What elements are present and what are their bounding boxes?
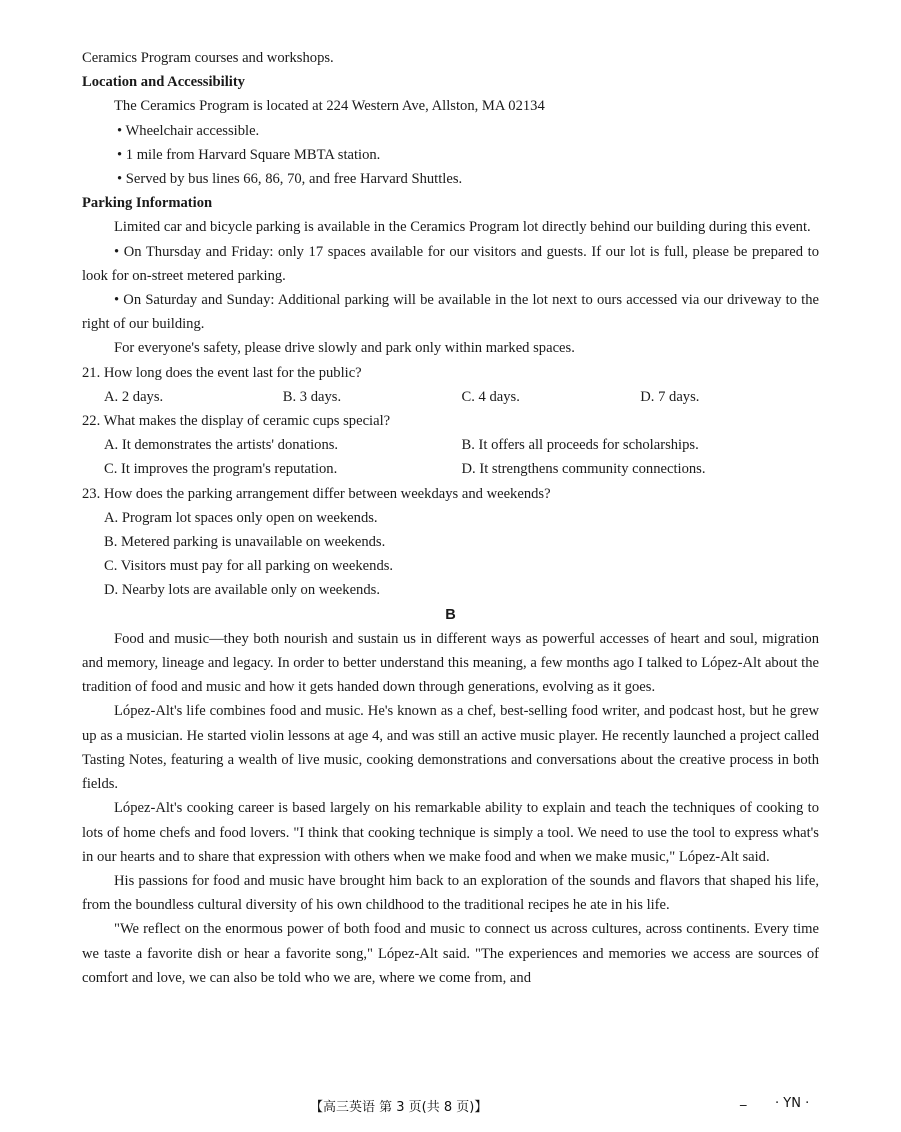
option-b: B. Metered parking is unavailable on weekends. <box>104 534 386 551</box>
passage-paragraph: López-Alt's life combines food and music. He's known as a chef, best-selling food writer, and podcast host, but he grew up as a musician. He started violin lessons at age 4, and was still an active music player. He recently launched a project called Tasting Notes, featuring a wealth of live music, cooking demonstrations and conversations about the creative process in both fields. <box>82 703 819 793</box>
accessibility-bullet: • 1 mile from Harvard Square MBTA station. <box>117 146 381 163</box>
parking-paragraph: Limited car and bicycle parking is available in the Ceramics Program lot directly behind our building during this event. <box>114 219 811 236</box>
option-c: C. It improves the program's reputation. <box>104 461 338 478</box>
question-22-options-row-1 <box>82 433 819 457</box>
accessibility-bullet: • Served by bus lines 66, 86, 70, and free Harvard Shuttles. <box>117 171 463 188</box>
passage-paragraph: Food and music—they both nourish and sustain us in different ways as powerful accesses of heart and soul, migration and memory, lineage and legacy. In order to better understand this meaning, a few months ago I talked to López-Alt about the tradition of food and music and how it gets handed down through generations, evolving as it goes. <box>82 630 819 696</box>
section-b-label: B <box>445 606 456 623</box>
footer-code: · YN · <box>775 1096 810 1111</box>
passage-paragraph: "We reflect on the enormous power of both food and music to connect us across cultures, across continents. Every time we taste a favorite dish or hear a favorite song," López-Alt said. "The experiences and memories we access are sources of comfort and love, we can also be told who we are, where we come from, and <box>82 921 819 986</box>
option-c: C. 4 days. <box>461 388 520 405</box>
option-d: D. 7 days. <box>640 388 700 405</box>
option-d: D. Nearby lots are available only on weekends. <box>104 582 380 599</box>
option-a: A. It demonstrates the artists' donations. <box>104 437 339 454</box>
footer-dash: _ <box>740 1092 747 1107</box>
passage-paragraph: López-Alt's cooking career is based largely on his remarkable ability to explain and teach the techniques of cooking to lots of home chefs and food lovers. "I think that cooking technique is simply a tool. We need to use the tool to express what's in our hearts and to share that expression with others when we make food and when we make music," López-Alt said. <box>82 800 819 865</box>
option-c: C. Visitors must pay for all parking on weekends. <box>104 558 394 575</box>
option-a: A. Program lot spaces only open on weekends. <box>104 509 378 526</box>
question-23-stem: 23. How does the parking arrangement differ between weekdays and weekends? <box>82 485 551 502</box>
option-d: D. It strengthens community connections. <box>461 461 706 478</box>
parking-weekday-bullet: • On Thursday and Friday: only 17 spaces available for our visitors and guests. If our lot is full, please be prepared to look for on-street metered parking. <box>82 243 819 284</box>
question-22-options-row-2 <box>82 457 819 481</box>
page-footer <box>0 1094 901 1118</box>
parking-weekend-bullet: • On Saturday and Sunday: Additional parking will be available in the lot next to ours accessed via our driveway to the right of our building. <box>82 292 819 333</box>
continued-text-line: Ceramics Program courses and workshops. <box>82 50 334 66</box>
option-b: B. It offers all proceeds for scholarships. <box>461 437 699 454</box>
parking-safety-note: For everyone's safety, please drive slowly and park only within marked spaces. <box>114 340 575 357</box>
option-b: B. 3 days. <box>282 388 342 405</box>
question-21-options <box>82 385 819 409</box>
accessibility-bullet: • Wheelchair accessible. <box>117 122 260 139</box>
passage-paragraph: His passions for food and music have brought him back to an exploration of the sounds and flavors that shaped his life, from the boundless cultural diversity of his own childhood to the traditional recipes he ate in his life. <box>82 872 819 914</box>
option-a: A. 2 days. <box>104 388 164 405</box>
address-line: The Ceramics Program is located at 224 Western Ave, Allston, MA 02134 <box>114 98 545 115</box>
footer-page-info: 【高三英语 第 3 页(共 8 页)】 <box>310 1100 488 1115</box>
question-21-stem: 21. How long does the event last for the public? <box>82 364 362 381</box>
exam-page <box>82 46 819 990</box>
location-heading: Location and Accessibility <box>82 74 245 91</box>
parking-heading: Parking Information <box>82 195 213 212</box>
question-22-stem: 22. What makes the display of ceramic cups special? <box>82 413 391 430</box>
